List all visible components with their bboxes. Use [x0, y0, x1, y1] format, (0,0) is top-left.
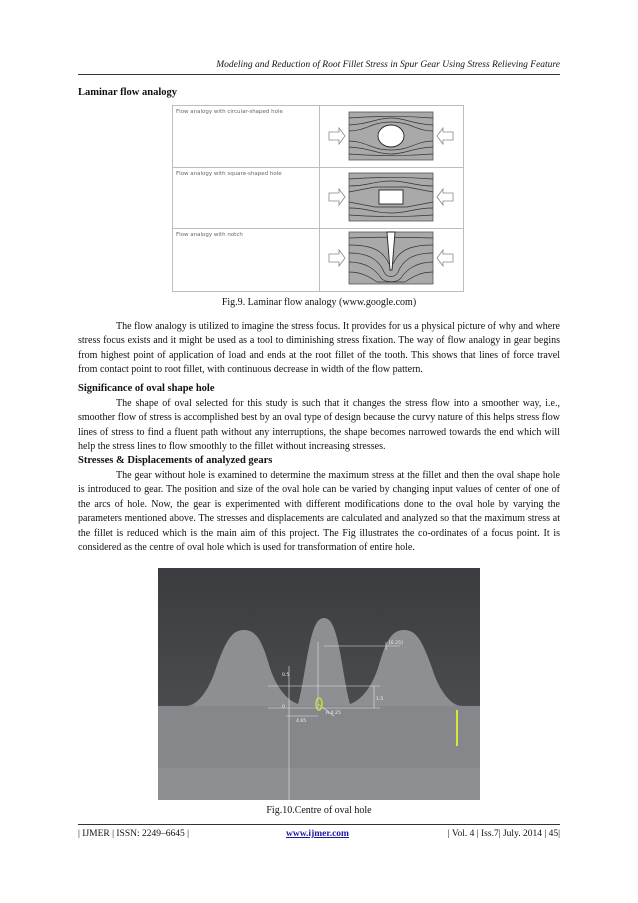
footer-journal: | IJMER | ISSN: 2249–6645 |	[78, 829, 190, 839]
paragraph-text: The gear without hole is examined to determine the maximum stress at the fillet and then the oval shape hole is introduced to gear. The position and size of the oval hole can be varied by changing input values of center of one of the arcs of hole. Now, the gear is experimented with different modifications done to the oval hole by varying the parameters mentioned above. The stresses and displacements are calculated and analyzed so that the maximum stress at the fillet is reduced which is the main aim of this project. The Fig illustrates the co-ordinates of a focus point. It is considered as the centre of oval hole which is used for transformation of entire hole.	[78, 470, 560, 554]
paragraph-text: The flow analogy is utilized to imagine the stress focus. It provides for us a physical picture of why and where stress focus exists and it might be used as a tool to diminishing stress fixation. The way of flow analogy in gear begins from highest point of application of load and ends at the root fillet of the tooth. This shows that lines of force travel from contact point to root fillet, with continuous decrease in width of the flow pattern.	[78, 321, 560, 376]
flow-drawings	[321, 106, 461, 291]
section-heading-stresses: Stresses & Displacements of analyzed gears	[78, 455, 273, 466]
footer-rule	[78, 824, 560, 825]
paragraph-text: The shape of oval selected for this study is such that it changes the stress flow into a smoother way, i.e., smoother flow of stress is accomplished best by an oval type of design because the curvy nature of this helps stress flow lines of stress to find a fluent path without any interruptions, the shape becomes narrowed towards the end which will help the stress lines to flow smoothly to the fillet without increasing stresses.	[78, 398, 560, 453]
flow-notch-drawing	[329, 232, 453, 284]
figure-oval-hole-cad	[158, 568, 480, 800]
figure-laminar-flow	[172, 105, 464, 292]
figure-row-label: Flow analogy with circular-shaped hole	[176, 109, 283, 115]
figure-9-caption: Fig.9. Laminar flow analogy (www.google.com)	[221, 297, 417, 308]
dim-label-v1: 0.5	[282, 673, 290, 678]
footer-website-link[interactable]: www.ijmer.com	[286, 829, 349, 839]
paragraph-flow-analogy	[78, 320, 560, 378]
footer-volume: | Vol. 4 | Iss.7| July. 2014 | 45|	[447, 829, 560, 839]
paragraph-oval-hole	[78, 397, 560, 455]
running-header: Modeling and Reduction of Root Fillet Stress in Spur Gear Using Stress Relieving Feature	[216, 60, 560, 70]
gear-root-band	[158, 706, 480, 768]
section-heading-laminar-flow: Laminar flow analogy	[78, 87, 177, 98]
header-rule	[78, 74, 560, 75]
figure-10-caption: Fig.10.Centre of oval hole	[266, 805, 372, 816]
dim-label-v2: 1.5	[376, 697, 384, 702]
paragraph-stresses	[78, 469, 560, 555]
figure-row-label: Flow analogy with square-shaped hole	[176, 171, 282, 177]
figure-row-label: Flow analogy with notch	[176, 232, 243, 238]
dim-label-radius: R 0.25	[326, 711, 341, 716]
dim-label-v3: 0	[282, 705, 285, 710]
figure-divider	[319, 106, 320, 291]
flow-circular-drawing	[329, 112, 453, 160]
dim-label-h1: 4.65	[296, 719, 307, 724]
section-heading-oval-hole: Significance of oval shape hole	[78, 383, 215, 394]
dim-label-top: [6.25]	[389, 641, 403, 646]
flow-square-drawing	[329, 173, 453, 221]
